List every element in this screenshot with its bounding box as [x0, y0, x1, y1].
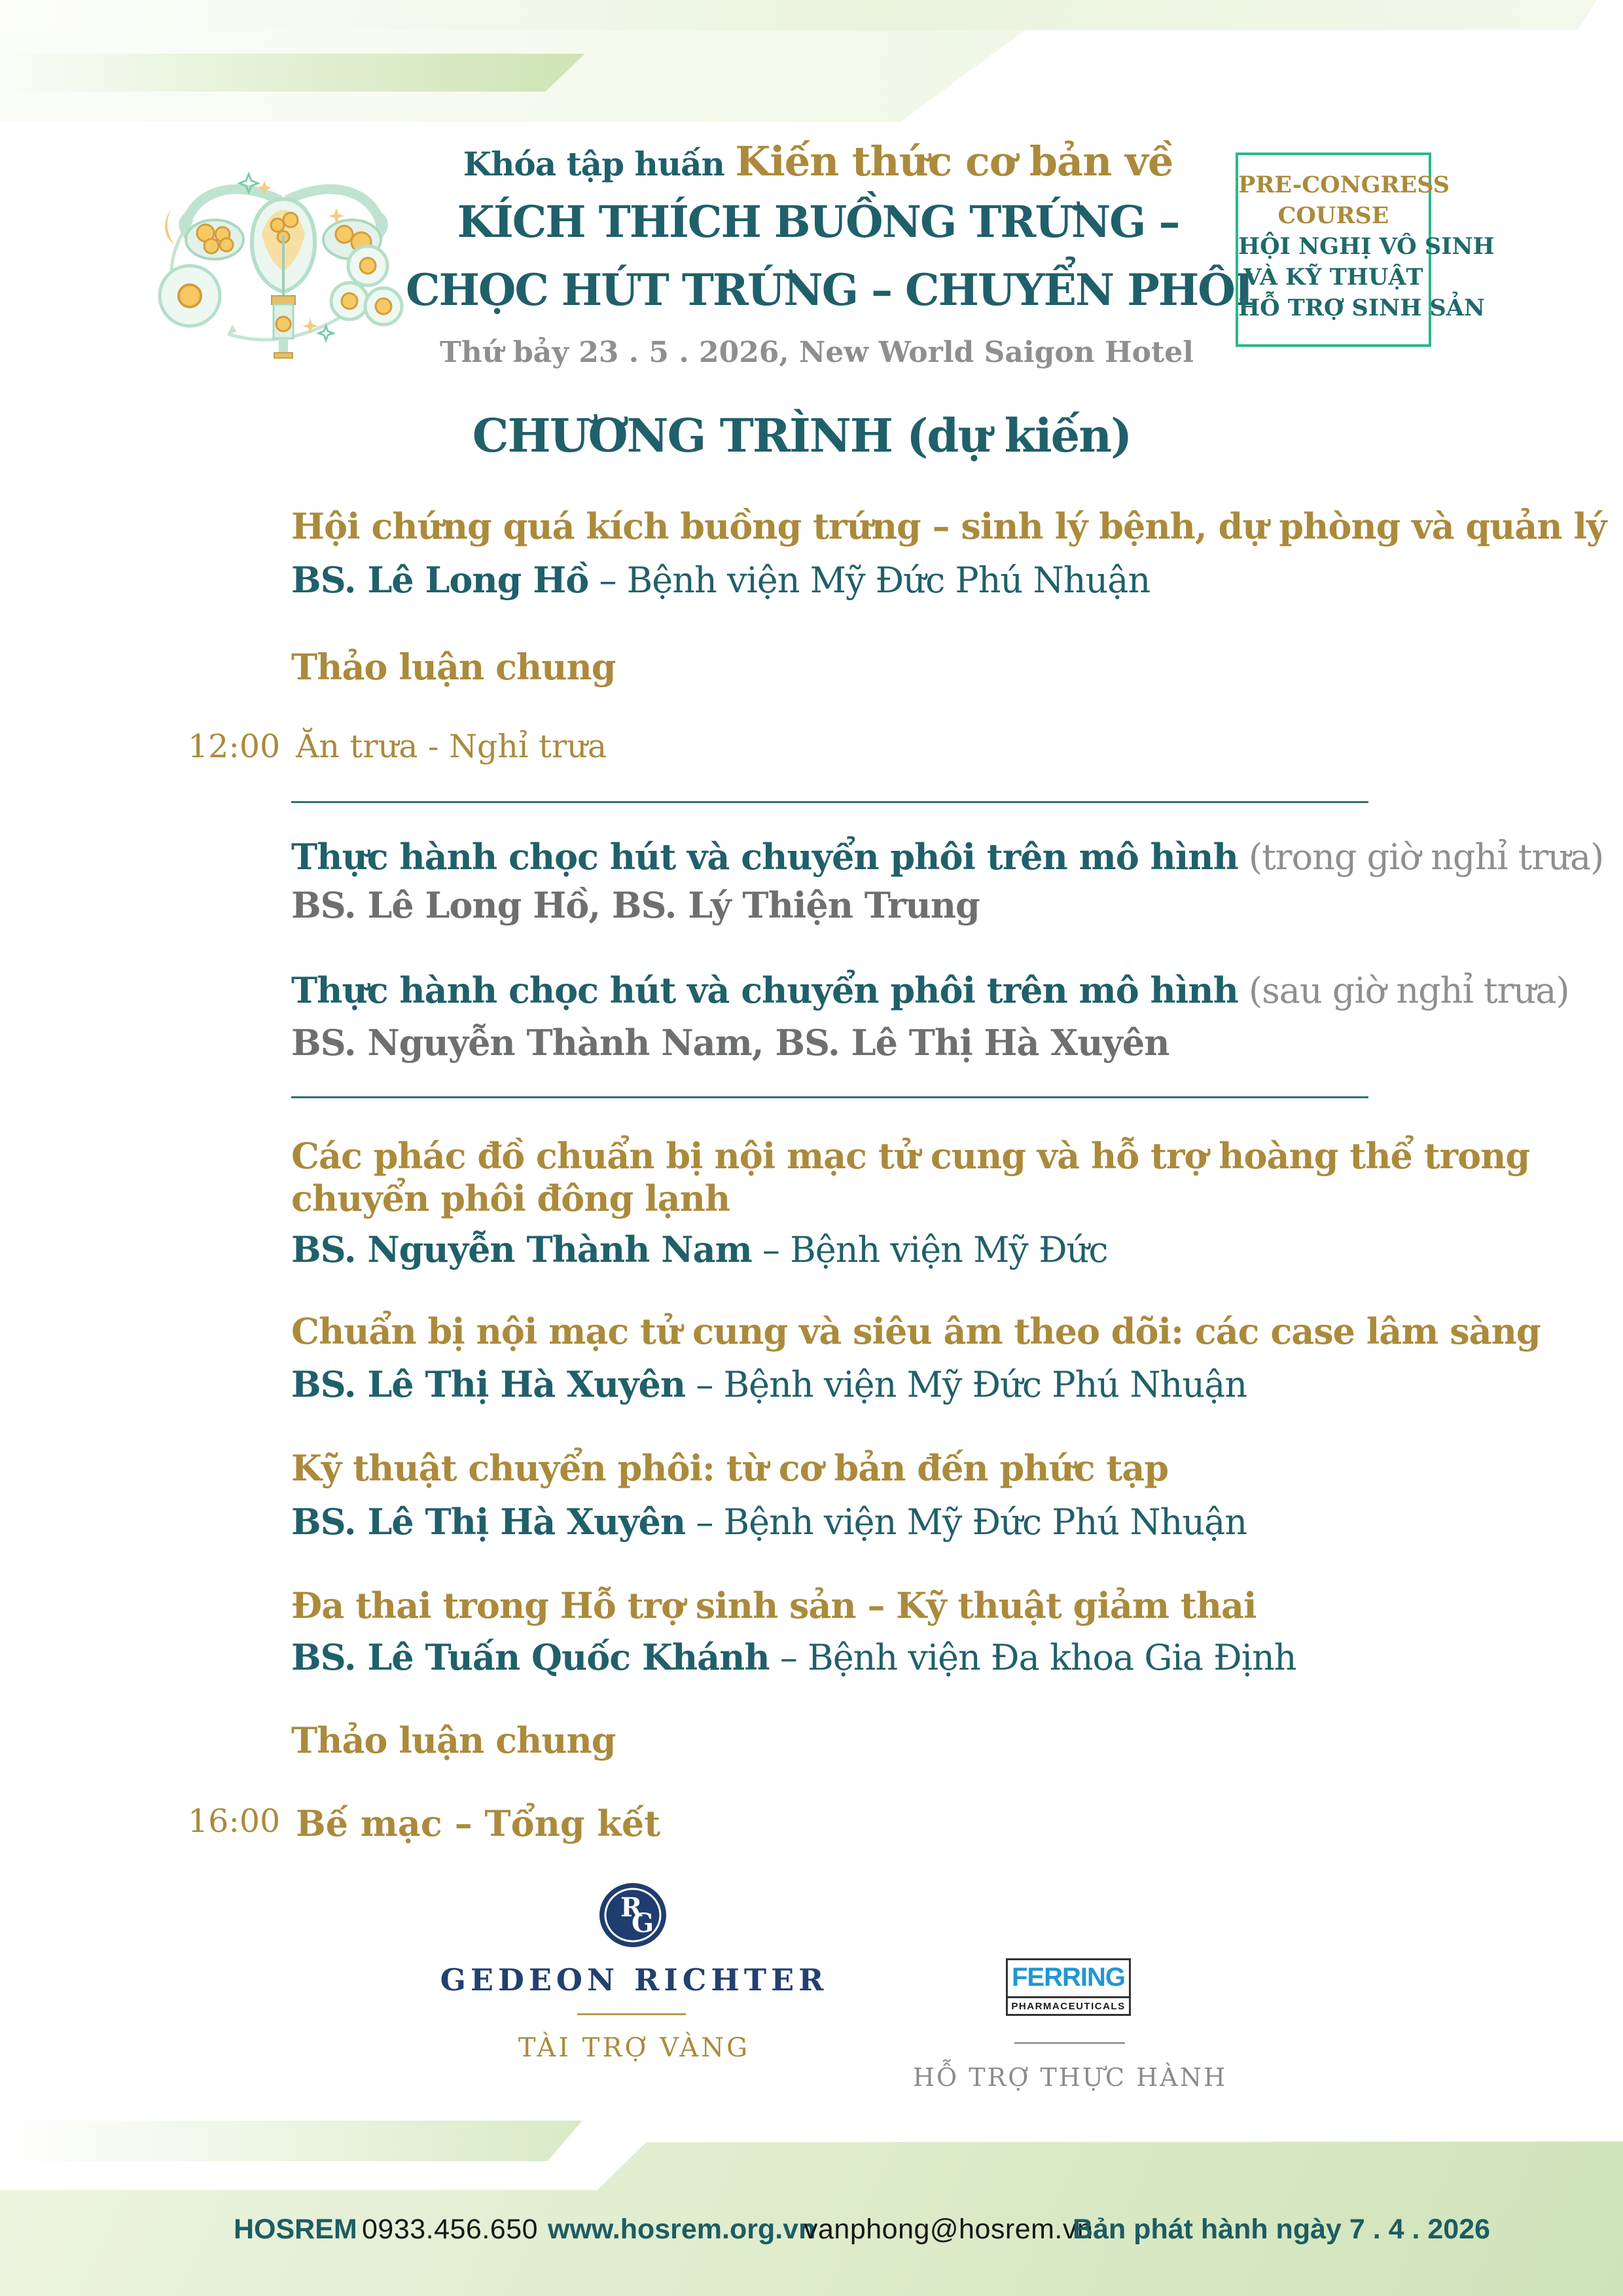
bottom-corner-band-green — [0, 2121, 582, 2161]
session-title: Thực hành chọc hút và chuyển phôi trên mô hình (sau giờ nghỉ trưa) — [291, 969, 1569, 1011]
footer-item: 0933.456.650 — [362, 2214, 539, 2245]
speaker-name: BS. Lê Thị Hà Xuyên — [291, 1501, 686, 1543]
program-note: Thảo luận chung — [291, 1719, 616, 1761]
speaker-name: BS. Lê Tuấn Quốc Khánh — [291, 1636, 770, 1678]
ferring-sub: PHARMACEUTICALS — [1008, 1996, 1129, 2014]
session-speaker — [291, 1501, 1391, 1543]
rg-monogram-r: R — [620, 1892, 643, 1923]
session-speaker — [291, 559, 1391, 601]
badge-line: COURSE — [1277, 202, 1389, 229]
footer-item: Bản phát hành ngày 7 . 4 . 2026 — [1073, 2214, 1491, 2245]
footer-item: HOSREM — [234, 2214, 357, 2245]
course-kicker-gold: Kiến thức cơ bản về — [735, 137, 1173, 185]
session-title: Đa thai trong Hỗ trợ sinh sản – Kỹ thuật giảm thai — [291, 1585, 1257, 1626]
gedeon-richter-name: GEDEON RICHTER — [440, 1962, 829, 1998]
session-title-note: (sau giờ nghỉ trưa) — [1238, 970, 1569, 1011]
time-label: Ăn trưa - Nghỉ trưa — [296, 728, 607, 765]
speaker-affiliation: – Bệnh viện Mỹ Đức — [751, 1229, 1108, 1270]
speaker-name: BS. Lê Thị Hà Xuyên — [291, 1363, 686, 1405]
session-title: Chuẩn bị nội mạc tử cung và siêu âm theo dõi: các case lâm sàng — [291, 1310, 1541, 1352]
session-speaker — [291, 1363, 1391, 1405]
top-corner-band-pale — [0, 0, 1597, 30]
badge-line: VÀ KỸ THUẬT — [1243, 264, 1423, 291]
speaker-name: BS. Nguyễn Thành Nam — [291, 1229, 752, 1270]
session-speaker — [291, 1636, 1391, 1678]
session-speaker: BS. Nguyễn Thành Nam, BS. Lê Thị Hà Xuyên — [291, 1022, 1169, 1064]
session-title: Thực hành chọc hút và chuyển phôi trên mô hình (trong giờ nghỉ trưa) — [291, 836, 1604, 878]
course-kicker: Khóa tập huấn Kiến thức cơ bản về — [463, 137, 1173, 185]
badge-line: HỖ TRỢ SINH SẢN — [1238, 295, 1485, 321]
uterus-illustration — [149, 162, 419, 361]
speaker-affiliation: – Bệnh viện Mỹ Đức Phú Nhuận — [588, 560, 1150, 601]
program-title: CHƯƠNG TRÌNH (dự kiến) — [472, 408, 1132, 463]
speaker-affiliation: – Bệnh viện Mỹ Đức Phú Nhuận — [685, 1364, 1247, 1405]
session-speaker: BS. Lê Long Hồ, BS. Lý Thiện Trung — [291, 884, 980, 926]
practice-support-label: HỖ TRỢ THỰC HÀNH — [912, 2063, 1228, 2092]
gold-sponsor-label: TÀI TRỢ VÀNG — [518, 2033, 751, 2063]
session-title: Kỹ thuật chuyển phôi: từ cơ bản đến phức tạp — [291, 1447, 1169, 1489]
gray-divider — [1014, 2042, 1125, 2044]
time-value: 16:00 — [188, 1803, 281, 1840]
top-corner-band-green — [0, 54, 585, 92]
session-title-note: (trong giờ nghỉ trưa) — [1238, 836, 1604, 878]
gedeon-richter-logo-icon — [599, 1882, 667, 1950]
time-row — [188, 1803, 1366, 1844]
footer-item: vanphong@hosrem.vn — [804, 2214, 1094, 2245]
speaker-affiliation: – Bệnh viện Đa khoa Gia Định — [769, 1637, 1296, 1678]
badge-line: PRE-CONGRESS — [1238, 171, 1450, 198]
header — [406, 137, 1253, 369]
speaker-affiliation: – Bệnh viện Mỹ Đức Phú Nhuận — [685, 1501, 1247, 1543]
ferring-name: FERRING — [1012, 1963, 1125, 1992]
session-title: chuyển phôi đông lạnh — [291, 1177, 730, 1219]
time-label: Bế mạc – Tổng kết — [296, 1803, 661, 1844]
date-venue: Thứ bảy 23 . 5 . 2026, New World Saigon Hotel — [440, 336, 1194, 369]
ferring-logo — [1006, 1958, 1131, 2016]
session-title: Các phác đồ chuẩn bị nội mạc tử cung và hỗ trợ hoàng thể trong — [291, 1135, 1530, 1177]
time-value: 12:00 — [188, 728, 281, 765]
gold-divider — [577, 2013, 686, 2015]
rg-monogram-g: G — [632, 1908, 654, 1939]
speaker-name: BS. Lê Long Hồ — [291, 559, 589, 601]
course-title-line2: CHỌC HÚT TRỨNG – CHUYỂN PHÔI — [406, 264, 1253, 315]
program-note: Thảo luận chung — [291, 646, 616, 688]
section-divider — [291, 1096, 1368, 1098]
section-divider — [291, 801, 1368, 803]
course-title-line1: KÍCH THÍCH BUỒNG TRỨNG – — [457, 196, 1179, 247]
pre-congress-badge — [1236, 152, 1495, 347]
time-row — [188, 728, 1366, 765]
session-speaker — [291, 1229, 1391, 1270]
session-title: Hội chứng quá kích buồng trứng – sinh lý bệnh, dự phòng và quản lý — [291, 505, 1607, 547]
badge-line: HỘI NGHỊ VÔ SINH — [1238, 233, 1495, 260]
footer-item: www.hosrem.org.vn — [548, 2214, 816, 2245]
